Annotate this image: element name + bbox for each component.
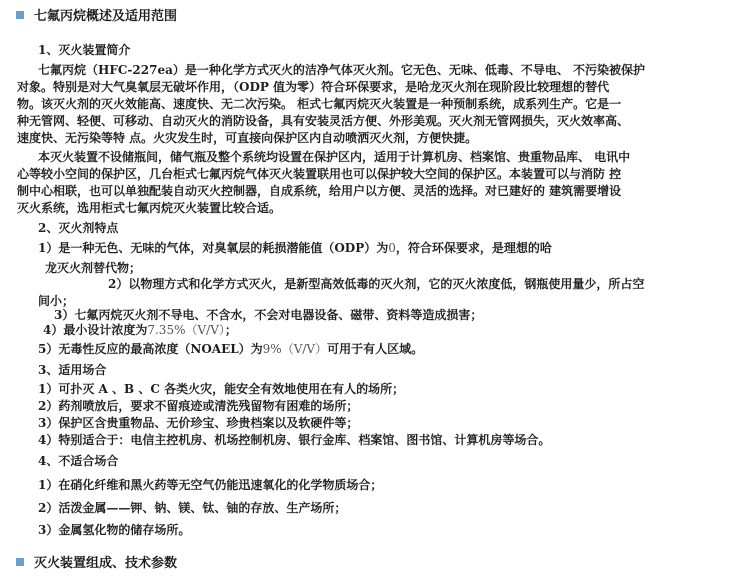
section-title: 七氟丙烷概述及适用范围 [34, 9, 178, 24]
paragraph-line: 对象。特别是对大气臭氧层无破坏作用，（ODP 值为零）符合环保要求，是哈龙灭火剂在现阶段比较理想的替代 [17, 80, 610, 94]
list-item: 3）保护区含贵重物品、无价珍宝、珍贵档案以及软硬件等； [38, 416, 359, 430]
paragraph-line: 心等较小空间的保护区，几台柜式七氟丙烷气体灭火装置联用也可以保护较大空间的保护区。本装置可以与消防 控 [17, 167, 622, 181]
paragraph-line: 物。该灭火剂的灭火效能高、速度快、无二次污染。 柜式七氟丙烷灭火装置是一种预制系统，成系列生产。它是一 [17, 97, 622, 111]
list-item: 2）以物理方式和化学方式灭火，是新型高效低毒的灭火剂，它的灭火浓度低，钢瓶使用量少，所占空 [108, 277, 645, 291]
list-item-text: 1）是一种无色、无味的气体，对臭氧层的耗损潜能值（ODP）为 [38, 241, 389, 255]
paragraph-line: 灭火系统，选用柜式七氟丙烷灭火装置比较合适。 [17, 201, 282, 215]
list-item: 1）在硝化纤维和黑火药等无空气仍能迅速氧化的化学物质场合； [38, 478, 383, 492]
list-item-text: ； [224, 323, 237, 337]
section-header [0, 552, 177, 571]
list-item-value: 7.35%（V/V） [147, 323, 225, 337]
square-bullet-icon [16, 11, 24, 19]
paragraph-line: 种无管网、轻便、可移动、自动灭火的消防设备，具有安装灵活方便、外形美观。灭火剂无管网损失，灭火效率高、 [17, 114, 630, 128]
list-item: 4）特别适合于：电信主控机房、机场控制机房、银行金库、档案馆、图书馆、计算机房等场合。 [38, 433, 551, 447]
section-header [0, 5, 177, 24]
square-bullet-icon [16, 558, 24, 566]
list-item-value: 0 [388, 241, 396, 255]
list-item-text: ，符合环保要求，是理想的哈 [395, 241, 552, 255]
paragraph-line: 本灭火装置不设储瓶间，储气瓶及整个系统均设置在保护区内，适用于计算机房、档案馆、贵重物品库、 电讯中 [38, 150, 631, 164]
list-item: 2）药剂喷放后，要求不留痕迹或清洗残留物有困难的场所； [38, 399, 359, 413]
list-item-text: 可用于有人区域。 [327, 342, 424, 356]
list-item: 3）金属氢化物的储存场所。 [38, 523, 191, 537]
list-item [38, 240, 552, 256]
paragraph-line: 速度快、无污染等特 点。火灾发生时，可直接向保护区内自动喷洒灭火剂，方便快捷。 [17, 131, 478, 145]
subsection-heading: 4、不适合场合 [38, 454, 119, 468]
list-item: 2）活泼金属——钾、钠、镁、钛、铀的存放、生产场所； [38, 501, 347, 515]
paragraph-line: 制中心相联，也可以单独配装自动灭火控制器，自成系统，给用户以方便、灵活的选择。对已建好的 建筑需要增设 [17, 184, 622, 198]
subsection-heading: 1、灭火装置简介 [38, 43, 131, 57]
subsection-heading: 2、灭火剂特点 [38, 221, 119, 235]
list-item-text: 4）最小设计浓度为 [43, 323, 148, 337]
subsection-heading: 3、适用场合 [38, 363, 107, 377]
list-item [38, 341, 423, 357]
paragraph-line: 七氟丙烷（HFC-227ea）是一种化学方式灭火的洁净气体灭火剂。它无色、无味、低毒、不导电、 不污染被保护 [38, 63, 646, 77]
list-item-continuation: 间小； [38, 294, 75, 308]
section-title: 灭火装置组成、技术参数 [34, 556, 178, 571]
list-item: 1）可扑灭 A 、B 、C 各类火灾，能安全有效地使用在有人的场所； [38, 382, 405, 396]
list-item-continuation: 龙灭火剂替代物； [45, 261, 142, 275]
list-item: 3）七氟丙烷灭火剂不导电、不含水，不会对电器设备、磁带、资料等造成损害； [54, 308, 483, 322]
list-item-text: 5）无毒性反应的最高浓度（NOAEL）为 [38, 342, 263, 356]
list-item-value: 9%（V/V） [262, 342, 328, 356]
list-item [43, 322, 237, 338]
